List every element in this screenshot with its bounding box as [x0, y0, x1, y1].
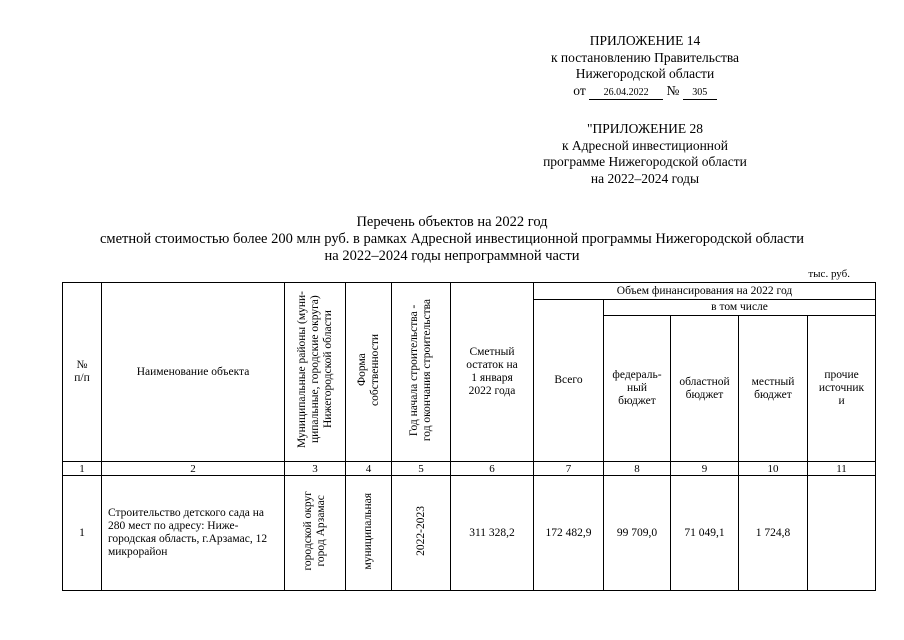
appendix-28-block — [500, 121, 790, 187]
cell-municipality: городской округ город Арзамас — [285, 476, 346, 591]
col-number: 6 — [451, 462, 534, 476]
header-federal: федераль- ный бюджет — [604, 316, 671, 462]
appendix-14-title: ПРИЛОЖЕНИЕ 14 — [589, 33, 701, 48]
cell-num: 1 — [63, 476, 102, 591]
document-title — [0, 214, 904, 265]
col-number: 10 — [739, 462, 808, 476]
col-number: 1 — [63, 462, 102, 476]
header-balance: Сметный остаток на 1 января 2022 года — [451, 283, 534, 462]
units-label: тыс. руб. — [808, 268, 850, 280]
col-number: 2 — [102, 462, 285, 476]
header-other: прочие источник и — [808, 316, 876, 462]
resolution-date: 26.04.2022 — [589, 87, 663, 100]
header-including: в том числе — [604, 300, 876, 316]
cell-federal: 99 709,0 — [604, 476, 671, 591]
header-municipality: Муниципальные районы (муни- ципальные, городские округа) Нижегородской области — [285, 283, 346, 462]
col-number: 8 — [604, 462, 671, 476]
header-years: Год начала строительства - год окончания строительства — [392, 283, 451, 462]
cell-object-name: Строительство детского сада на 280 мест по адресу: Ниже-городская область, г.Арзамас, 12 микрорайон — [102, 476, 285, 591]
date-prefix: от — [573, 82, 586, 98]
header-local: местный бюджет — [739, 316, 808, 462]
appendix-14-line2: к постановлению Правительства — [550, 49, 740, 65]
title-line-3: на 2022–2024 годы непрограммной части — [324, 248, 580, 264]
title-line-1: Перечень объектов на 2022 год — [356, 214, 548, 230]
appendix-28-title: "ПРИЛОЖЕНИЕ 28 — [586, 121, 704, 136]
cell-local: 1 724,8 — [739, 476, 808, 591]
appendix-28-line2: к Адресной инвестиционной — [561, 137, 728, 153]
col-number: 5 — [392, 462, 451, 476]
appendix-14-block — [500, 33, 790, 100]
header-funding: Объем финансирования на 2022 год — [534, 283, 876, 300]
cell-years: 2022-2023 — [392, 476, 451, 591]
number-prefix: № — [666, 82, 680, 98]
col-number: 11 — [808, 462, 876, 476]
title-line-2: сметной стоимостью более 200 млн руб. в рамках Адресной инвестиционной программы Нижегородской области — [99, 231, 805, 247]
header-row-1 — [63, 283, 876, 300]
table-row — [63, 476, 876, 591]
objects-table — [62, 282, 876, 591]
header-ownership: Форма собственности — [346, 283, 392, 462]
resolution-number: 305 — [683, 87, 717, 100]
cell-total: 172 482,9 — [534, 476, 604, 591]
appendix-14-dateline — [500, 83, 790, 100]
col-number: 7 — [534, 462, 604, 476]
header-name: Наименование объекта — [102, 283, 285, 462]
appendix-28-line3: программе Нижегородской области — [543, 154, 747, 169]
col-number: 4 — [346, 462, 392, 476]
header-regional: областной бюджет — [671, 316, 739, 462]
header-num: № п/п — [63, 283, 102, 462]
column-number-row — [63, 462, 876, 476]
col-number: 9 — [671, 462, 739, 476]
col-number: 3 — [285, 462, 346, 476]
cell-balance: 311 328,2 — [451, 476, 534, 591]
header-total: Всего — [534, 300, 604, 462]
appendix-28-line4: на 2022–2024 годы — [590, 170, 700, 186]
cell-ownership: муниципальная — [346, 476, 392, 591]
appendix-14-line3: Нижегородской области — [575, 66, 715, 81]
cell-regional: 71 049,1 — [671, 476, 739, 591]
cell-other — [808, 476, 876, 591]
